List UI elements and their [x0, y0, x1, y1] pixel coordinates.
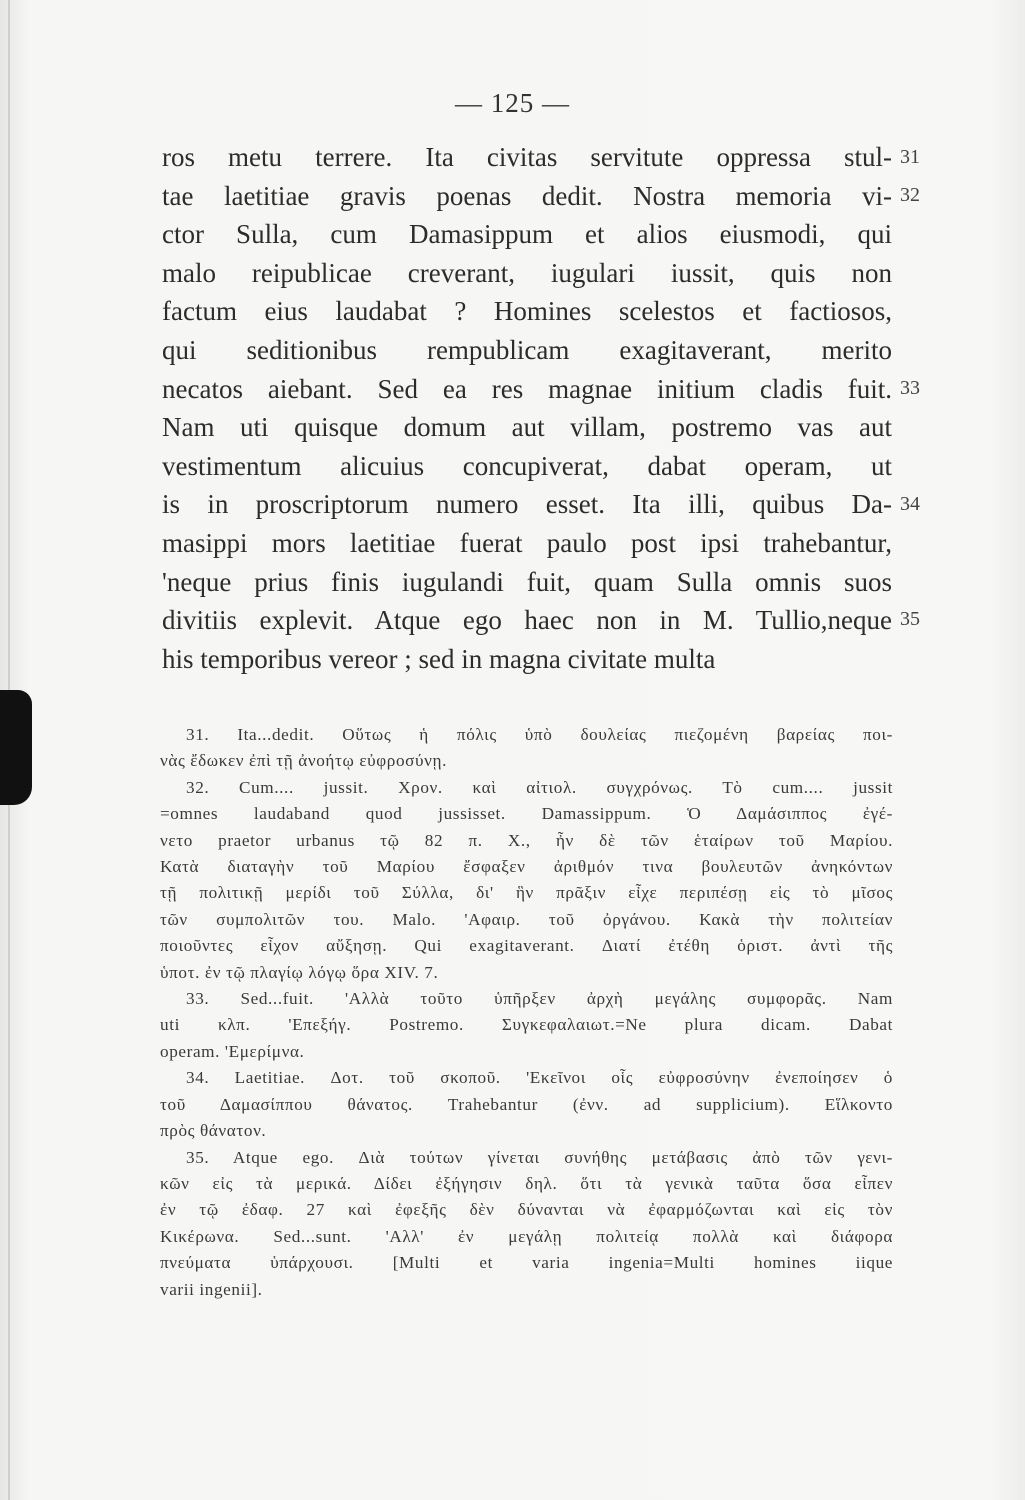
note-line: Κικέρωνα. Sed...sunt. 'Αλλ' ἐν μεγάλῃ πολιτείᾳ πολλὰ καὶ διάφορα: [160, 1226, 893, 1246]
main-line: ros metu terrere. Ita civitas servitute oppressa stul-: [162, 142, 892, 172]
note-line: νὰς ἔδωκεν ἐπὶ τῇ ἀνοήτῳ εὐφροσύνῃ.: [160, 751, 447, 771]
main-line: masippi mors laetitiae fuerat paulo post ipsi trahebantur,: [162, 527, 892, 558]
margin-number: 35: [900, 608, 920, 630]
margin-number: 34: [900, 493, 920, 515]
note-line: Κατὰ διαταγὴν τοῦ Μαρίου ἔσφαξεν ἀριθμόν τινα βουλευτῶν ἀνηκόντων: [160, 857, 893, 877]
main-line: factum eius laudabat ? Homines scelestos et factiosos,: [162, 296, 892, 327]
note-line: 34. Laetitiae. Δοτ. τοῦ σκοποῦ. 'Εκεῖνοι οἷς εὐφροσύνην ἐνεποίησεν ὁ: [186, 1068, 893, 1088]
note-line: ὑποτ. ἐν τῷ πλαγίῳ λόγῳ ὅρα XIV. 7.: [160, 962, 439, 982]
main-line: ctor Sulla, cum Damasippum et alios eiusmodi, qui: [162, 219, 892, 250]
note-line: uti κλπ. 'Επεξήγ. Postremo. Συγκεφαλαιωτ.=Ne plura dicam. Dabat: [160, 1015, 893, 1035]
note-line: πρὸς θάνατον.: [160, 1121, 267, 1141]
note-line: varii ingenii].: [160, 1279, 263, 1299]
margin-number: 32: [900, 184, 920, 206]
main-line: malo reipublicae creverant, iugulari iussit, quis non: [162, 257, 892, 288]
binding-mark: [0, 690, 32, 805]
note-line: 33. Sed...fuit. 'Αλλὰ τοῦτο ὑπῆρξεν ἀρχὴ μεγάλης συμφορᾶς. Nam: [186, 989, 893, 1009]
note-line: τῇ πολιτικῇ μερίδι τοῦ Σύλλα, δι' ἣν πρᾶξιν εἶχε περιπέσῃ εἰς τὸ μῖσος: [160, 883, 893, 903]
main-line: tae laetitiae gravis poenas dedit. Nostra memoria vi-: [162, 180, 892, 211]
note-line: 35. Atque ego. Διὰ τούτων γίνεται συνήθης μετάβασις ἀπὸ τῶν γενι-: [186, 1147, 893, 1167]
note-line: νετο praetor urbanus τῷ 82 π. Χ., ἦν δὲ τῶν ἑταίρων τοῦ Μαρίου.: [160, 830, 893, 850]
main-line: is in proscriptorum numero esset. Ita illi, quibus Da-: [162, 489, 892, 520]
note-line: =omnes laudaband quod jussisset. Damassippum. Ὁ Δαμάσιππος ἐγέ-: [160, 804, 893, 824]
margin-number: 33: [900, 377, 920, 399]
margin-number: 31: [900, 146, 920, 168]
note-line: κῶν εἰς τὰ μερικά. Δίδει ἐξήγησιν δηλ. ὅτι τὰ γενικὰ ταῦτα ὅσα εἶπεν: [160, 1173, 893, 1193]
main-line: Nam uti quisque domum aut villam, postremo vas aut: [162, 412, 892, 443]
page-number: — 125 —: [455, 88, 570, 118]
note-line: τῶν συμπολιτῶν του. Malo. 'Αφαιρ. τοῦ ὀργάνου. Κακὰ τὴν πολιτείαν: [160, 909, 893, 929]
note-line: τοῦ Δαμασίππου θάνατος. Trahebantur (ἐνν. ad supplicium). Εἵλκοντο: [160, 1094, 893, 1114]
note-line: ποιοῦντες εἶχον αὔξησῃ. Qui exagitaverant. Διατί ἐτέθη ὁριστ. ἀντὶ τῆς: [160, 936, 893, 956]
main-line: divitiis explevit. Atque ego haec non in M. Tullio,neque: [162, 605, 892, 636]
note-line: operam. 'Εμερίμνα.: [160, 1041, 305, 1061]
note-line: ἐν τῷ ἐδαφ. 27 καὶ ἐφεξῆς δὲν δύνανται νὰ ἐφαρμόζωνται καὶ εἰς τὸν: [160, 1200, 893, 1220]
main-line: qui seditionibus rempublicam exagitaverant, merito: [162, 334, 892, 365]
main-line: 'neque prius finis iugulandi fuit, quam Sulla omnis suos: [162, 566, 892, 597]
note-line: 32. Cum.... jussit. Χρον. καὶ αἰτιολ. συγχρόνως. Τὸ cum.... jussit: [186, 777, 893, 797]
main-line: necatos aiebant. Sed ea res magnae initium cladis fuit.: [162, 373, 892, 404]
note-line: 31. Ita...dedit. Οὕτως ἡ πόλις ὑπὸ δουλείας πιεζομένη βαρείας ποι-: [186, 725, 893, 744]
main-line: vestimentum alicuius concupiverat, dabat operam, ut: [162, 450, 892, 481]
main-text: [162, 138, 892, 678]
footnotes: [160, 722, 893, 1303]
main-line: his temporibus vereor ; sed in magna civitate multa: [162, 643, 716, 674]
note-line: πνεύματα ὑπάρχουσι. [Multi et varia ingenia=Multi homines iique: [160, 1253, 893, 1273]
